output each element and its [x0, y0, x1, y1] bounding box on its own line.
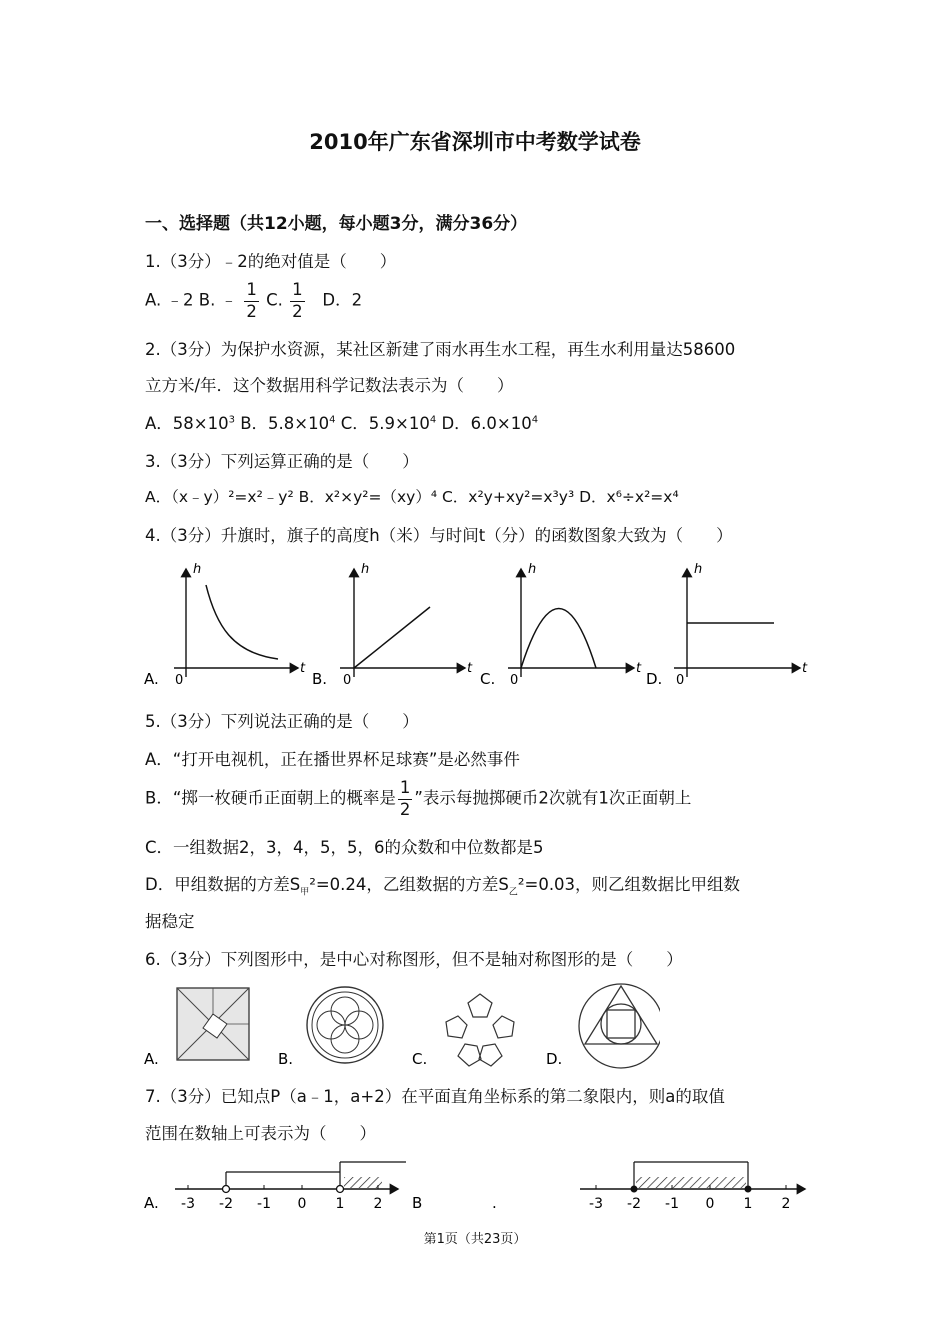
- section-heading: 一、选择题（共12小题，每小题3分，满分36分）: [145, 214, 528, 234]
- svg-text:h: h: [361, 562, 370, 577]
- svg-text:B.: B.: [312, 670, 328, 688]
- svg-text:1: 1: [335, 1196, 345, 1212]
- q1-c-fraction: $\frac{1}{2}$: [292, 280, 303, 321]
- svg-text:h: h: [694, 562, 703, 577]
- q2-line1: 2.（3分）为保护水资源，某社区新建了雨水再生水工程，再生水利用量达58600: [145, 340, 736, 359]
- q5-b-fraction: $\frac{1}{2}$: [399, 778, 411, 819]
- q2-options: A．$58\times 10^3$ B．$5.8\times 10^4$ C．$5.9\times 10^4$ D．$6.0\times 10^4$: [145, 414, 539, 433]
- svg-text:h: h: [528, 562, 537, 577]
- q5-option-d-line1: D．甲组数据的方差$S_甲^2=0.24$，乙组数据的方差$S_乙^2=0.03$，则乙组数据比甲组数: [145, 875, 741, 898]
- svg-text:-2: -2: [627, 1196, 641, 1212]
- q3-options: A．（x﹣y）²=x²﹣y² B．x²×y²=（xy）⁴ C．x²y+xy²=x³y³ D．x⁶÷x²=x⁴: [145, 488, 679, 506]
- q7-option-a: [144, 1162, 497, 1212]
- q7-line2: 范围在数轴上可表示为（ ）: [145, 1124, 376, 1143]
- svg-text:0: 0: [510, 673, 519, 688]
- svg-text:0: 0: [676, 673, 685, 688]
- q6-stem: 6.（3分）下列图形中，是中心对称图形，但不是轴对称图形的是（ ）: [145, 950, 683, 969]
- page-footer: 第1页（共23页）: [423, 1232, 527, 1247]
- svg-text:A.: A.: [144, 1194, 159, 1212]
- svg-text:A.: A.: [144, 1050, 159, 1068]
- q4-stem: 4.（3分）升旗时，旗子的高度h（米）与时间t（分）的函数图象大致为（ ）: [145, 526, 733, 545]
- q1-c-label: C.: [266, 290, 283, 310]
- q6-figure-d: [579, 984, 660, 1068]
- q1-options: [145, 282, 362, 320]
- svg-text:C.: C.: [480, 670, 496, 688]
- svg-text:t: t: [467, 661, 473, 676]
- svg-text:0: 0: [175, 673, 184, 688]
- q7-option-b: [580, 1162, 805, 1212]
- svg-text:A.: A.: [144, 670, 159, 688]
- svg-text:B: B: [412, 1194, 423, 1212]
- svg-text:B.: B.: [278, 1050, 294, 1068]
- svg-text:t: t: [300, 661, 306, 676]
- svg-text:C.: C.: [412, 1050, 428, 1068]
- q7-line1: 7.（3分）已知点P（a﹣1，a+2）在平面直角坐标系的第二象限内，则a的取值: [145, 1087, 725, 1106]
- q1-b-sign: ﹣: [220, 290, 238, 310]
- q1-a-text: ﹣2: [166, 290, 194, 310]
- svg-text:-2: -2: [219, 1196, 233, 1212]
- svg-text:0: 0: [297, 1196, 307, 1212]
- svg-text:t: t: [636, 661, 642, 676]
- q5-stem: 5.（3分）下列说法正确的是（ ）: [145, 712, 419, 731]
- svg-text:2: 2: [373, 1196, 383, 1212]
- svg-text:-3: -3: [589, 1196, 603, 1212]
- svg-text:-1: -1: [665, 1196, 679, 1212]
- svg-text:0: 0: [705, 1196, 715, 1212]
- q4-graph-a: [144, 562, 306, 688]
- q1-stem: 1.（3分）﹣2的绝对值是（ ）: [145, 252, 397, 271]
- q4-graph-c: [480, 562, 642, 688]
- q5-option-a: A．“打开电视机，正在播世界杯足球赛”是必然事件: [145, 750, 520, 769]
- q3-stem: 3.（3分）下列运算正确的是（ ）: [145, 452, 419, 471]
- q1-d-text: D．2: [322, 290, 363, 310]
- q1-a-label: A.: [145, 290, 162, 310]
- q2-line2: 立方米/年．这个数据用科学记数法表示为（ ）: [145, 376, 514, 395]
- q1-b-label: B.: [198, 290, 216, 310]
- q6-figure-b: [278, 987, 383, 1068]
- q1-b-fraction: $\frac{1}{2}$: [246, 280, 257, 321]
- svg-text:0: 0: [343, 673, 352, 688]
- svg-text:-3: -3: [181, 1196, 195, 1212]
- svg-text:D.: D.: [546, 1050, 563, 1068]
- page-title: 2010年广东省深圳市中考数学试卷: [309, 130, 641, 154]
- q7-number-lines: [140, 1152, 820, 1222]
- svg-text:2: 2: [781, 1196, 791, 1212]
- svg-text:-1: -1: [257, 1196, 271, 1212]
- q6-figure-c: [446, 994, 514, 1066]
- q5-option-b: B．“掷一枚硬币正面朝上的概率是 $\frac{1}{2}$ ”表示每抛掷硬币2次就有1次正面朝上: [145, 778, 692, 819]
- q6-figures: [140, 978, 660, 1073]
- svg-text:h: h: [193, 562, 202, 577]
- q4-graph-d: [646, 562, 808, 688]
- svg-text:t: t: [802, 661, 808, 676]
- q6-figure-a: [144, 988, 249, 1068]
- svg-text:D.: D.: [646, 670, 663, 688]
- svg-text:.: .: [492, 1194, 497, 1212]
- q4-graph-b: [312, 562, 473, 688]
- q4-graphs: [140, 555, 820, 695]
- svg-text:1: 1: [743, 1196, 753, 1212]
- q5-option-c: C．一组数据2，3，4，5，5，6的众数和中位数都是5: [145, 838, 544, 857]
- q5-option-d-line2: 据稳定: [145, 912, 195, 931]
